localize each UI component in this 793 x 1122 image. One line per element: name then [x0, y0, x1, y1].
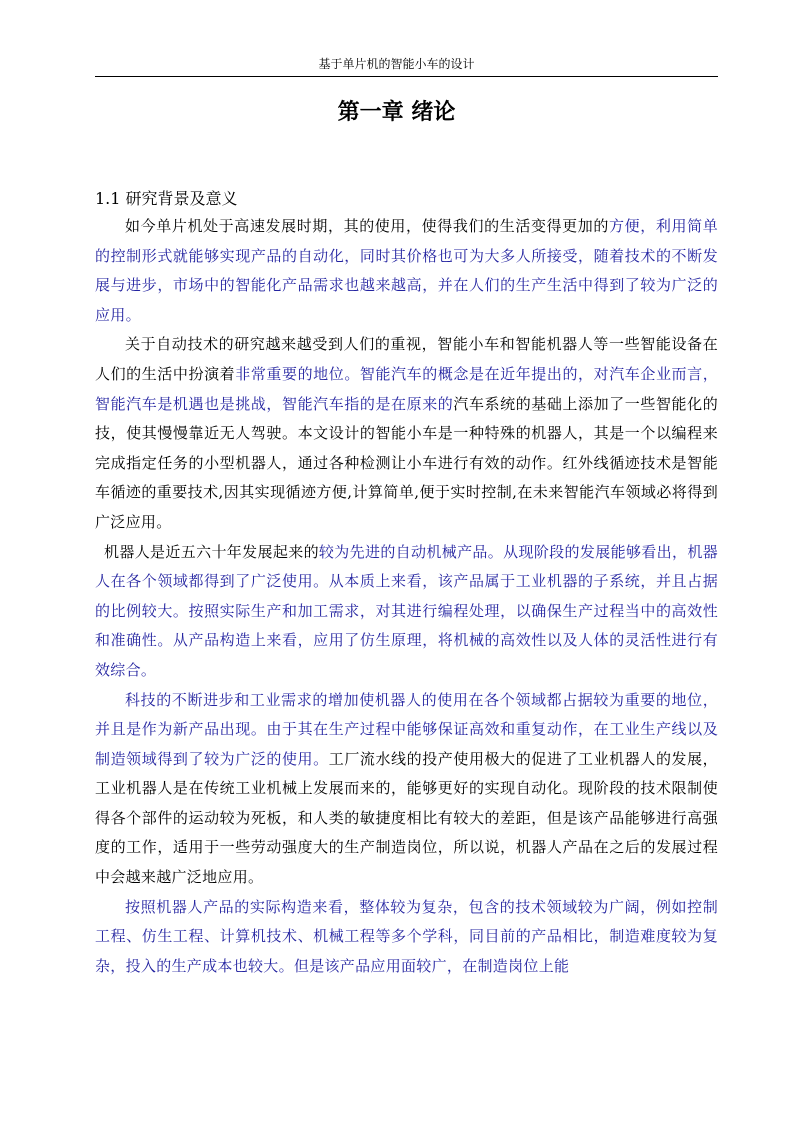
chapter-title: 第一章 绪论: [337, 99, 456, 125]
paragraph-5: [95, 893, 718, 982]
paragraph-5-highlight: 按照机器人产品的实际构造来看，整体较为复杂，包含的技术领域较为广阔，例如控制工程、仿生工程、计算机技术、机械工程等多个学科，同目前的产品相比，制造难度较为复杂，投入的生产成本也较大。但是该产品应用面较广，在制造岗位上能: [95, 897, 718, 975]
paragraph-1-highlight: 方便，利用简单的控制形式就能够实现产品的自动化，同时其价格也可为大多人所接受，随着技术的不断发展与进步，市场中的智能化产品需求也越来越高，并在人们的生产生活中得到了较为广泛的应用。: [95, 217, 718, 324]
paragraph-2: [95, 330, 718, 537]
running-header: 基于单片机的智能小车的设计: [318, 57, 475, 71]
paragraph-1-plain: 如今单片机处于高速发展时期，其的使用，使得我们的生活变得更加的: [125, 217, 610, 235]
body-text: [95, 212, 718, 981]
paragraph-2-highlight: 非常重要的地位。智能汽车的概念是在近年提出的，对汽车企业而言，智能汽车是机遇也是挑战，智能汽车指的是在原来的: [95, 364, 719, 413]
paragraph-3-highlight: 较为先进的自动机械产品。从现阶段的发展能够看出，机器人在各个领域都得到了广泛使用。从本质上来看，该产品属于工业机器的子系统，并且占据的比例较大。按照实际生产和加工需求，对其进行编程处理，以确保生产过程当中的高效性和准确性。从产品构造上来看，应用了仿生原理，将机械的高效性以及人体的灵活性进行有效综合。: [95, 542, 718, 679]
paragraph-2-plain-tail: 汽车系统的基础上添加了一些智能化的技，使其慢慢靠近无人驾驶。本文设计的智能小车是一种特殊的机器人，其是一个以编程来完成指定任务的小型机器人，通过各种检测让小车进行有效的动作。红外线循迹技术是智能车循迹的重要技术,因其实现循迹方便,计算简单,便于实时控制,在未来智能汽车领域必将得到广泛应用。: [95, 394, 718, 531]
paragraph-2-plain: 关于自动技术的研究越来越受到人们的重视，智能小车和智能机器人等一些智能设备在人们的生活中扮演着: [95, 335, 718, 383]
paragraph-4-plain: 工厂流水线的投产使用极大的促进了工业机器人的发展，工业机器人是在传统工业机械上发展而来的，能够更好的实现自动化。现阶段的技术限制使得各个部件的运动较为死板，和人类的敏捷度相比有较大的差距，但是该产品能够进行高强度的工作，适用于一些劳动强度大的生产制造岗位，所以说，机器人产品在之后的发展过程中会越来越广泛地应用。: [95, 749, 718, 887]
paragraph-4: [95, 686, 718, 893]
paragraph-1: [95, 212, 718, 330]
section-heading: 1.1 研究背景及意义: [95, 189, 238, 208]
paragraph-3: [95, 538, 718, 686]
paragraph-4-highlight: 科技的不断进步和工业需求的增加使机器人的使用在各个领域都占据较为重要的地位，并且是作为新产品出现。由于其在生产过程中能够保证高效和重复动作，在工业生产线以及制造领域得到了较为广泛的使用。: [95, 690, 718, 768]
header-divider: [95, 76, 718, 77]
paragraph-3-plain: 机器人是近五六十年发展起来的: [104, 542, 319, 561]
